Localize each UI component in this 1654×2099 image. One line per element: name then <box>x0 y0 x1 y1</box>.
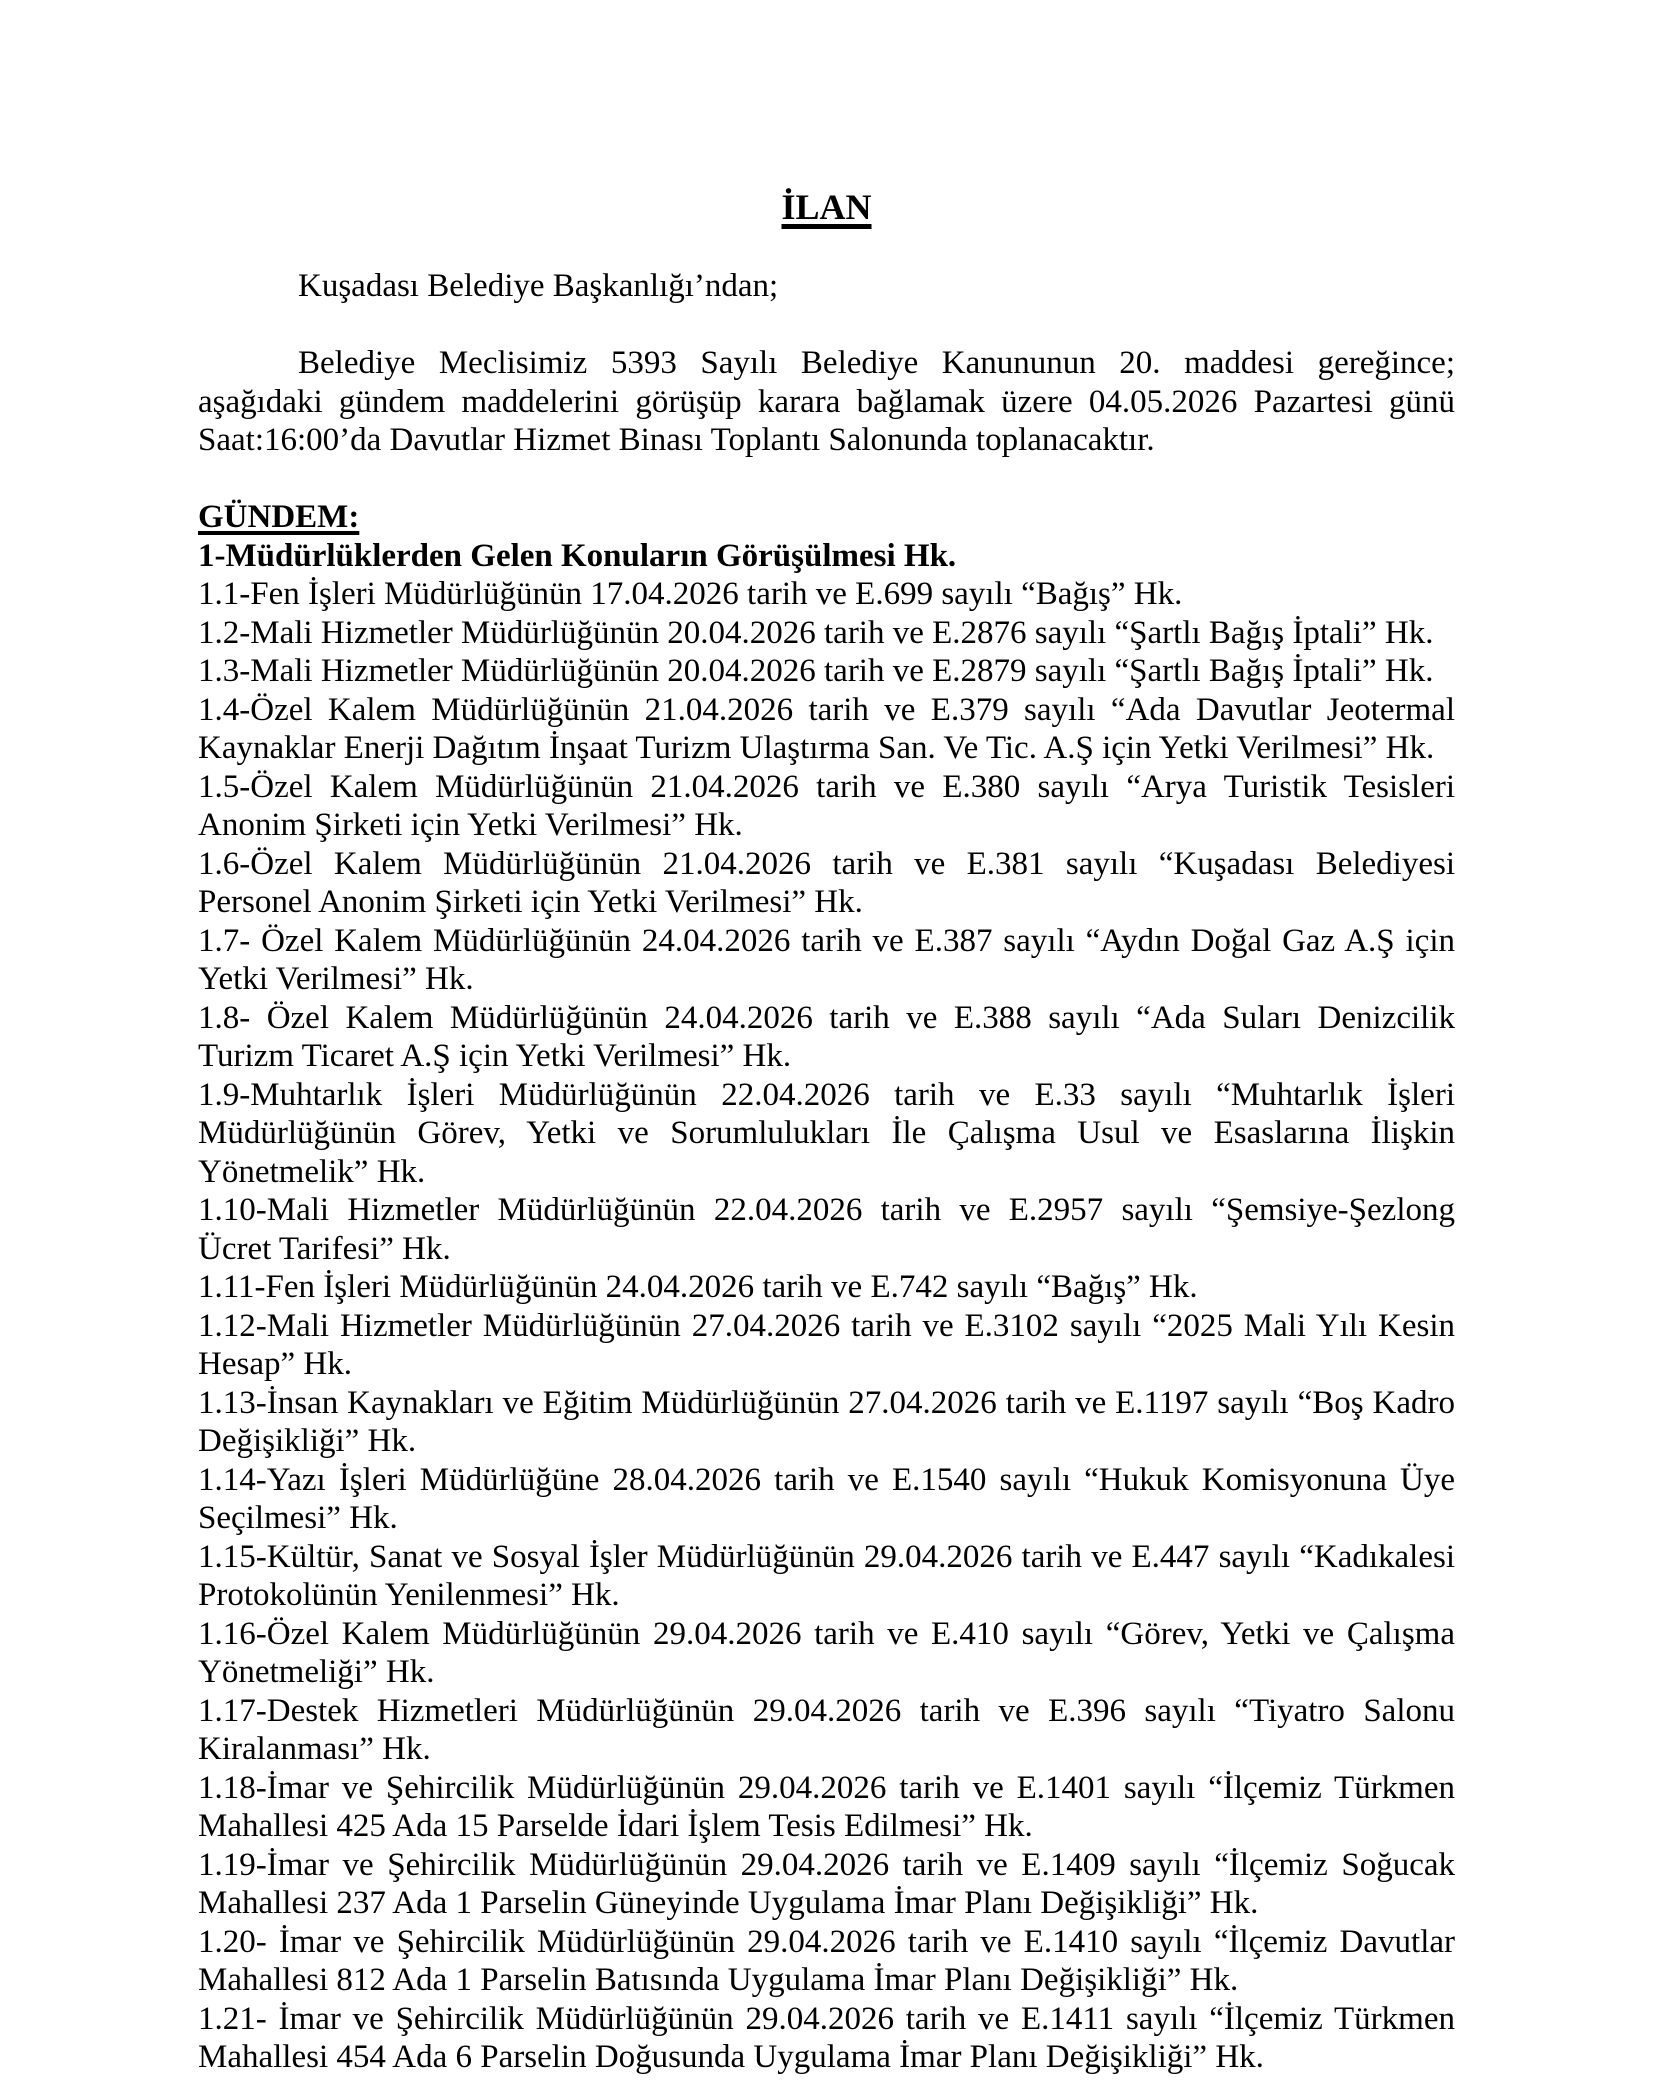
agenda-item: 1.1-Fen İşleri Müdürlüğünün 17.04.2026 tarih ve E.699 sayılı “Bağış” Hk. <box>198 576 1183 612</box>
agenda-item: 1.16-Özel Kalem Müdürlüğünün 29.04.2026 tarih ve E.410 sayılı “Görev, Yetki ve Çalışma Yönetmeliği” Hk. <box>198 1615 1455 1690</box>
agenda-item: 1.5-Özel Kalem Müdürlüğünün 21.04.2026 tarih ve E.380 sayılı “Arya Turistik Tesisleri Anonim Şirketi için Yetki Verilmesi” Hk. <box>198 768 1455 843</box>
agenda-item: 1.21- İmar ve Şehircilik Müdürlüğünün 29.04.2026 tarih ve E.1411 sayılı “İlçemiz Türkmen Mahallesi 454 Ada 6 Parselin Doğusunda Uygulama İmar Planı Değişikliği” Hk. <box>198 2000 1455 2075</box>
agenda-item: 1.19-İmar ve Şehircilik Müdürlüğünün 29.04.2026 tarih ve E.1409 sayılı “İlçemiz Soğucak Mahallesi 237 Ada 1 Parselin Güneyinde Uygulama İmar Planı Değişikliği” Hk. <box>198 1846 1455 1921</box>
agenda-item: 1.4-Özel Kalem Müdürlüğünün 21.04.2026 tarih ve E.379 sayılı “Ada Davutlar Jeotermal Kaynaklar Enerji Dağıtım İnşaat Turizm Ulaştırma San. Ve Tic. A.Ş için Yetki Verilmesi” Hk. <box>198 691 1455 766</box>
agenda-item: 1.7- Özel Kalem Müdürlüğünün 24.04.2026 tarih ve E.387 sayılı “Aydın Doğal Gaz A.Ş için Yetki Verilmesi” Hk. <box>198 922 1455 997</box>
document-title: İLAN <box>781 187 872 227</box>
salutation-line: Kuşadası Belediye Başkanlığı’ndan; <box>298 268 779 304</box>
agenda-item: 1.15-Kültür, Sanat ve Sosyal İşler Müdürlüğünün 29.04.2026 tarih ve E.447 sayılı “Kadıkalesi Protokolünün Yenilenmesi” Hk. <box>198 1538 1455 1613</box>
agenda-item: 1.11-Fen İşleri Müdürlüğünün 24.04.2026 tarih ve E.742 sayılı “Bağış” Hk. <box>198 1269 1198 1305</box>
agenda-heading: GÜNDEM: <box>198 499 360 535</box>
agenda-item: 1.2-Mali Hizmetler Müdürlüğünün 20.04.2026 tarih ve E.2876 sayılı “Şartlı Bağış İptali” Hk. <box>198 614 1434 651</box>
agenda-item: 1.20- İmar ve Şehircilik Müdürlüğünün 29.04.2026 tarih ve E.1410 sayılı “İlçemiz Davutlar Mahallesi 812 Ada 1 Parselin Batısında Uygulama İmar Planı Değişikliği” Hk. <box>198 1923 1455 1998</box>
agenda-item: 1.12-Mali Hizmetler Müdürlüğünün 27.04.2026 tarih ve E.3102 sayılı “2025 Mali Yılı Kesin Hesap” Hk. <box>198 1307 1455 1382</box>
agenda-item: 1.14-Yazı İşleri Müdürlüğüne 28.04.2026 tarih ve E.1540 sayılı “Hukuk Komisyonuna Üye Seçilmesi” Hk. <box>198 1461 1455 1536</box>
agenda-heading-row <box>198 498 1455 537</box>
agenda-item: 1.8- Özel Kalem Müdürlüğünün 24.04.2026 tarih ve E.388 sayılı “Ada Suları Denizcilik Turizm Ticaret A.Ş için Yetki Verilmesi” Hk. <box>198 999 1455 1074</box>
agenda-item: 1.10-Mali Hizmetler Müdürlüğünün 22.04.2026 tarih ve E.2957 sayılı “Şemsiye-Şezlong Ücret Tarifesi” Hk. <box>198 1192 1455 1267</box>
title-row <box>198 188 1455 229</box>
agenda-item: 1.13-İnsan Kaynakları ve Eğitim Müdürlüğünün 27.04.2026 tarih ve E.1197 sayılı “Boş Kadro Değişikliği” Hk. <box>198 1384 1455 1459</box>
agenda-item: 1.18-İmar ve Şehircilik Müdürlüğünün 29.04.2026 tarih ve E.1401 sayılı “İlçemiz Türkmen Mahallesi 425 Ada 15 Parselde İdari İşlem Tesis Edilmesi” Hk. <box>198 1769 1455 1844</box>
agenda-item: 1.17-Destek Hizmetleri Müdürlüğünün 29.04.2026 tarih ve E.396 sayılı “Tiyatro Salonu Kiralanması” Hk. <box>198 1692 1455 1767</box>
intro-paragraph: Belediye Meclisimiz 5393 Sayılı Belediye Kanununun 20. maddesi gereğince; aşağıdaki gündem maddelerini görüşüp karara bağlamak üzere 04.05.2026 Pazartesi günü Saat:16:00’da Davutlar Hizmet Binası Toplantı Salonunda toplanacaktır. <box>198 345 1455 458</box>
agenda-item: 1.6-Özel Kalem Müdürlüğünün 21.04.2026 tarih ve E.381 sayılı “Kuşadası Belediyesi Personel Anonim Şirketi için Yetki Verilmesi” Hk. <box>198 845 1455 920</box>
agenda-list <box>198 575 1455 2077</box>
agenda-item: 1.9-Muhtarlık İşleri Müdürlüğünün 22.04.2026 tarih ve E.33 sayılı “Muhtarlık İşleri Müdürlüğünün Görev, Yetki ve Sorumlulukları İle Çalışma Usul ve Esaslarına İlişkin Yönetmelik” Hk. <box>198 1076 1455 1190</box>
agenda-section-title: 1-Müdürlüklerden Gelen Konuların Görüşülmesi Hk. <box>198 537 957 574</box>
agenda-item: 1.3-Mali Hizmetler Müdürlüğünün 20.04.2026 tarih ve E.2879 sayılı “Şartlı Bağış İptali” Hk. <box>198 653 1434 689</box>
